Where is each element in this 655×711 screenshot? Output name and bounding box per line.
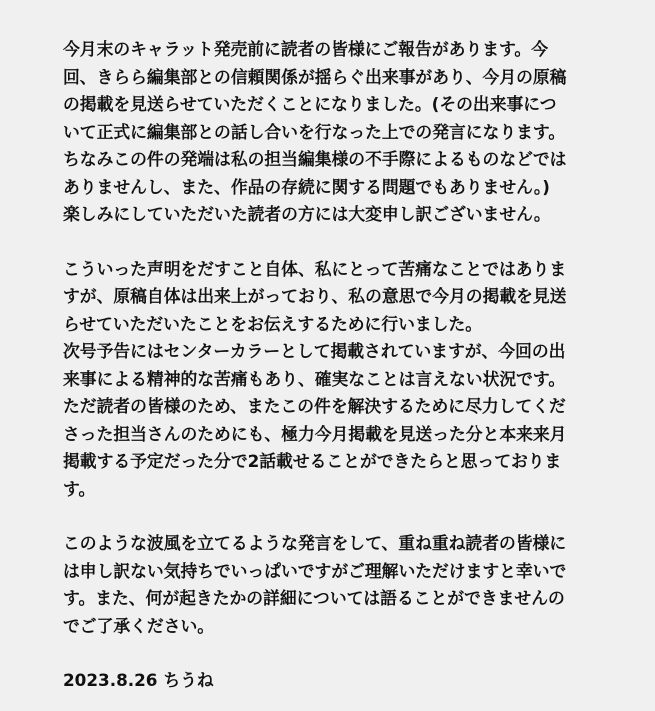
- paragraph-gap: [63, 229, 619, 256]
- text-line: このような波風を立てるような発言をして、重ね重ね読者の皆様に: [63, 533, 567, 553]
- signature: [63, 667, 619, 695]
- text-line: いて正式に編集部との話し合いを行なった上での発言になります。: [63, 121, 566, 142]
- text-line: は申し訳ない気持ちでいっぱいですがご理解いただけますと幸いで: [63, 560, 567, 581]
- text-line: ありませんし、また、作品の存続に関する問題でもありません。): [63, 176, 550, 197]
- text-line: 来事による精神的な苦痛もあり、確実なことは言えない状況です。: [63, 368, 566, 389]
- text-line: 掲載する予定だった分で2話載せることができたらと思っておりま: [63, 451, 562, 471]
- text-line: の掲載を見送らせていただくことになりました。(その出来事につ: [63, 94, 557, 114]
- text-line: ただ読者の皆様のため、またこの件を解決するために尽力してくだ: [63, 396, 566, 416]
- paragraph-gap: [63, 640, 619, 667]
- paragraph-2: [63, 256, 619, 504]
- paragraph-3: [63, 530, 619, 640]
- paragraph-1: [63, 36, 619, 229]
- paragraph-gap: [63, 503, 619, 530]
- text-line: らせていただいたことをお伝えするために行いました。: [63, 313, 483, 334]
- text-line: す。: [63, 478, 96, 499]
- text-line: す。また、何が起きたかの詳細については語ることができませんの: [63, 588, 565, 608]
- text-line: 次号予告にはセンターカラーとして掲載されていますが、今回の出: [63, 341, 566, 361]
- signature-text: 2023.8.26 ちうね: [63, 670, 214, 690]
- text-line: ちなみこの件の発端は私の担当編集様の不手際によるものなどでは: [63, 149, 567, 169]
- text-line: すが、原稿自体は出来上がっており、私の意思で今月の掲載を見送: [63, 286, 567, 306]
- text-line: さった担当さんのためにも、極力今月掲載を見送った分と本来来月: [63, 423, 567, 444]
- text-line: こういった声明をだすこと自体、私にとって苦痛なことではありま: [63, 258, 567, 279]
- text-line: 今月末のキャラット発売前に読者の皆様にご報告があります。今: [63, 39, 548, 59]
- text-line: 楽しみにしていただいた読者の方には大変申し訳ございません。: [63, 204, 551, 224]
- text-line: 回、きらら編集部との信頼関係が揺らぐ出来事があり、今月の原稿: [63, 66, 567, 87]
- text-line: でご了承ください。: [63, 615, 215, 636]
